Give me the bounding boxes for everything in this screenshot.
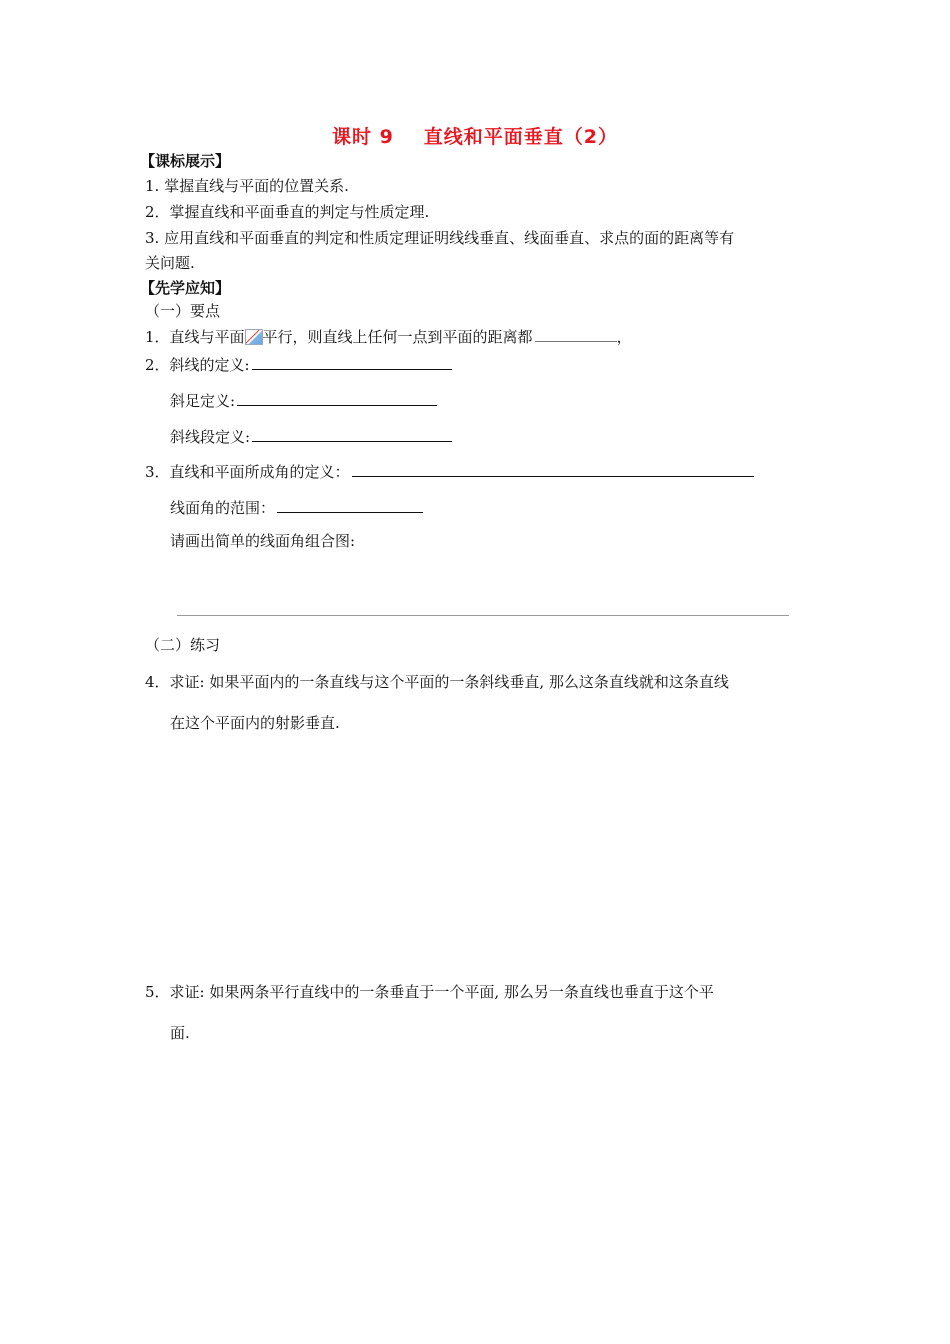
answer-blank-2b[interactable] [237,391,437,406]
question-1-middle: 平行，则直线上任何一点到平面的距离都 [262,328,533,346]
question-4: 4．求证: 如果平面内的一条直线与这个平面的一条斜线垂直, 那么这条直线就和这条直线 [145,673,729,691]
standard-item-1: 1. 掌握直线与平面的位置关系. [145,177,349,195]
question-2c-label: 斜线段定义: [170,428,251,446]
title-lesson: 课时 9 [331,126,394,148]
question-3c: 请画出简单的线面角组合图: [170,532,356,550]
answer-blank-3b[interactable] [277,498,423,513]
standard-item-3-cont: 关问题. [145,254,195,272]
question-4-cont: 在这个平面内的射影垂直. [170,714,340,732]
question-3b-label: 线面角的范围： [170,499,276,517]
standard-item-3: 3. 应用直线和平面垂直的判定和性质定理证明线线垂直、线面垂直、求点的面的距离等有 [145,229,735,247]
question-2b [170,391,437,409]
question-5-cont: 面. [170,1024,190,1042]
question-2b-label: 斜足定义: [170,392,236,410]
question-1 [145,327,632,345]
subsection-practice: （二）练习 [145,636,221,654]
question-1-start: 1．直线与平面 [145,328,245,346]
question-3b [170,498,423,516]
answer-blank-2c[interactable] [252,427,452,442]
standard-item-2: 2．掌握直线和平面垂直的判定与性质定理. [145,203,430,221]
question-5: 5．求证: 如果两条平行直线中的一条垂直于一个平面, 那么另一条直线也垂直于这个平 [145,983,714,1001]
page-title [0,128,950,147]
answer-blank-3[interactable] [352,462,754,477]
question-3 [145,462,754,480]
question-1-end: ， [616,328,632,346]
section-heading-standards: 【课标展示】 [140,152,231,170]
answer-blank-2[interactable] [252,355,452,370]
section-heading-prelearn: 【先学应知】 [140,279,231,297]
question-2c [170,427,452,445]
title-topic: 直线和平面垂直（2） [423,126,619,148]
answer-blank-1[interactable] [535,327,617,342]
question-2 [145,355,452,373]
question-3-label: 3．直线和平面所成角的定义： [145,463,350,481]
question-2-label: 2．斜线的定义: [145,356,250,374]
divider-line [177,615,789,616]
subsection-keypoints: （一）要点 [145,302,221,320]
broken-image-icon [245,329,263,345]
